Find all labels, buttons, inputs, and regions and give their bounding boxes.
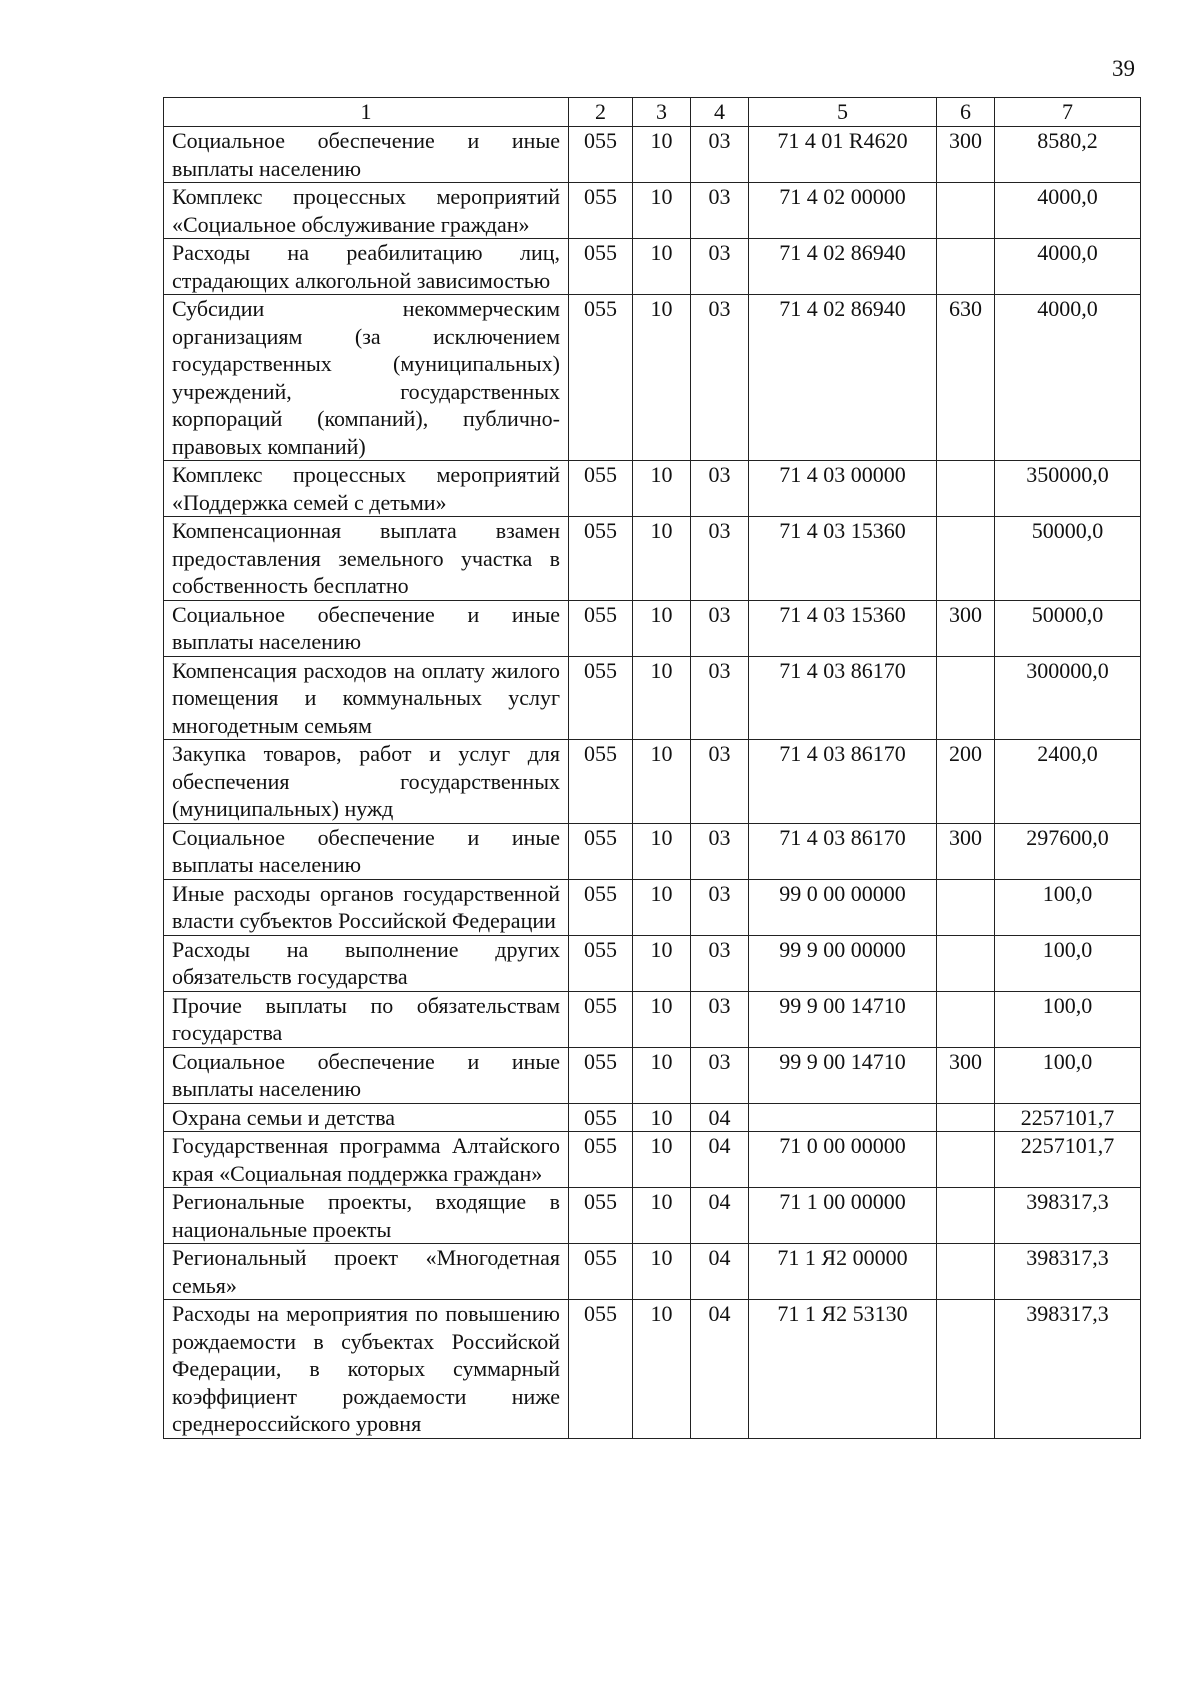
amount-cell: 398317,3 (995, 1244, 1141, 1300)
target-article-cell: 99 9 00 14710 (749, 991, 937, 1047)
target-article-cell (749, 1103, 937, 1132)
expense-name-cell: Компенсация расходов на оплату жилого помещения и коммунальных услуг многодетным семьям (164, 656, 569, 740)
ministry-code-cell: 055 (569, 1132, 633, 1188)
amount-cell: 4000,0 (995, 183, 1141, 239)
subsection-code-cell: 03 (691, 183, 749, 239)
header-cell: 5 (749, 98, 937, 127)
subsection-code-cell: 03 (691, 517, 749, 601)
target-article-cell: 99 9 00 14710 (749, 1047, 937, 1103)
amount-cell: 2400,0 (995, 740, 1141, 824)
expense-type-cell (937, 1103, 995, 1132)
section-code-cell: 10 (633, 239, 691, 295)
subsection-code-cell: 03 (691, 879, 749, 935)
section-code-cell: 10 (633, 740, 691, 824)
ministry-code-cell: 055 (569, 461, 633, 517)
amount-cell: 100,0 (995, 935, 1141, 991)
expense-name-cell: Комплекс процессных мероприятий «Поддержка семей с детьми» (164, 461, 569, 517)
expense-name-cell: Охрана семьи и детства (164, 1103, 569, 1132)
table-row (164, 239, 1141, 295)
target-article-cell: 99 9 00 00000 (749, 935, 937, 991)
expense-name-cell: Закупка товаров, работ и услуг для обеспечения государственных (муниципальных) нужд (164, 740, 569, 824)
target-article-cell: 71 1 00 00000 (749, 1188, 937, 1244)
header-cell: 4 (691, 98, 749, 127)
section-code-cell: 10 (633, 295, 691, 461)
header-cell: 3 (633, 98, 691, 127)
ministry-code-cell: 055 (569, 823, 633, 879)
amount-cell: 8580,2 (995, 127, 1141, 183)
table-row (164, 991, 1141, 1047)
subsection-code-cell: 03 (691, 991, 749, 1047)
section-code-cell: 10 (633, 823, 691, 879)
section-code-cell: 10 (633, 600, 691, 656)
header-row (164, 98, 1141, 127)
ministry-code-cell: 055 (569, 239, 633, 295)
table-row (164, 1047, 1141, 1103)
amount-cell: 2257101,7 (995, 1103, 1141, 1132)
ministry-code-cell: 055 (569, 1188, 633, 1244)
expense-name-cell: Иные расходы органов государственной власти субъектов Российской Федерации (164, 879, 569, 935)
table-row (164, 127, 1141, 183)
table-row (164, 295, 1141, 461)
section-code-cell: 10 (633, 517, 691, 601)
amount-cell: 398317,3 (995, 1300, 1141, 1439)
header-cell: 7 (995, 98, 1141, 127)
expense-name-cell: Региональный проект «Многодетная семья» (164, 1244, 569, 1300)
subsection-code-cell: 03 (691, 461, 749, 517)
subsection-code-cell: 03 (691, 935, 749, 991)
ministry-code-cell: 055 (569, 656, 633, 740)
amount-cell: 398317,3 (995, 1188, 1141, 1244)
table-row (164, 517, 1141, 601)
amount-cell: 4000,0 (995, 295, 1141, 461)
expense-name-cell: Государственная программа Алтайского края «Социальная поддержка граждан» (164, 1132, 569, 1188)
expense-name-cell: Социальное обеспечение и иные выплаты населению (164, 823, 569, 879)
expense-type-cell: 200 (937, 740, 995, 824)
expense-name-cell: Расходы на реабилитацию лиц, страдающих алкогольной зависимостью (164, 239, 569, 295)
subsection-code-cell: 03 (691, 656, 749, 740)
subsection-code-cell: 04 (691, 1103, 749, 1132)
subsection-code-cell: 04 (691, 1300, 749, 1439)
expense-type-cell: 300 (937, 823, 995, 879)
target-article-cell: 71 0 00 00000 (749, 1132, 937, 1188)
section-code-cell: 10 (633, 1132, 691, 1188)
expense-type-cell: 300 (937, 127, 995, 183)
table-row (164, 656, 1141, 740)
expense-name-cell: Региональные проекты, входящие в национальные проекты (164, 1188, 569, 1244)
table-row (164, 1103, 1141, 1132)
expense-type-cell (937, 879, 995, 935)
ministry-code-cell: 055 (569, 879, 633, 935)
expense-type-cell (937, 1300, 995, 1439)
subsection-code-cell: 04 (691, 1244, 749, 1300)
section-code-cell: 10 (633, 935, 691, 991)
amount-cell: 100,0 (995, 1047, 1141, 1103)
target-article-cell: 99 0 00 00000 (749, 879, 937, 935)
header-cell: 2 (569, 98, 633, 127)
table-row (164, 461, 1141, 517)
expense-type-cell (937, 183, 995, 239)
target-article-cell: 71 4 03 15360 (749, 600, 937, 656)
expense-type-cell (937, 935, 995, 991)
ministry-code-cell: 055 (569, 1300, 633, 1439)
section-code-cell: 10 (633, 1047, 691, 1103)
budget-table (163, 97, 1141, 1439)
header-cell: 1 (164, 98, 569, 127)
section-code-cell: 10 (633, 1103, 691, 1132)
page-number: 39 (1112, 56, 1135, 81)
section-code-cell: 10 (633, 1300, 691, 1439)
amount-cell: 2257101,7 (995, 1132, 1141, 1188)
expense-name-cell: Компенсационная выплата взамен предоставления земельного участка в собственность бесплатно (164, 517, 569, 601)
amount-cell: 4000,0 (995, 239, 1141, 295)
table-row (164, 1300, 1141, 1439)
expense-name-cell: Социальное обеспечение и иные выплаты населению (164, 127, 569, 183)
ministry-code-cell: 055 (569, 600, 633, 656)
expense-type-cell (937, 1244, 995, 1300)
subsection-code-cell: 04 (691, 1188, 749, 1244)
ministry-code-cell: 055 (569, 127, 633, 183)
subsection-code-cell: 03 (691, 239, 749, 295)
target-article-cell: 71 4 02 86940 (749, 295, 937, 461)
table-row (164, 1132, 1141, 1188)
expense-name-cell: Прочие выплаты по обязательствам государства (164, 991, 569, 1047)
expense-type-cell: 300 (937, 600, 995, 656)
header-cell: 6 (937, 98, 995, 127)
ministry-code-cell: 055 (569, 1103, 633, 1132)
target-article-cell: 71 1 Я2 53130 (749, 1300, 937, 1439)
expense-type-cell (937, 991, 995, 1047)
subsection-code-cell: 03 (691, 1047, 749, 1103)
expense-name-cell: Социальное обеспечение и иные выплаты населению (164, 600, 569, 656)
section-code-cell: 10 (633, 461, 691, 517)
ministry-code-cell: 055 (569, 295, 633, 461)
section-code-cell: 10 (633, 1244, 691, 1300)
table-row (164, 740, 1141, 824)
table-row (164, 183, 1141, 239)
target-article-cell: 71 4 03 86170 (749, 740, 937, 824)
subsection-code-cell: 03 (691, 295, 749, 461)
target-article-cell: 71 4 02 86940 (749, 239, 937, 295)
section-code-cell: 10 (633, 656, 691, 740)
expense-name-cell: Субсидии некоммерческим организациям (за исключением государственных (муниципальных) учреждений, государственных корпораций (компаний), публично-правовых компаний) (164, 295, 569, 461)
expense-type-cell: 300 (937, 1047, 995, 1103)
ministry-code-cell: 055 (569, 991, 633, 1047)
ministry-code-cell: 055 (569, 517, 633, 601)
subsection-code-cell: 03 (691, 823, 749, 879)
expense-name-cell: Расходы на мероприятия по повышению рождаемости в субъектах Российской Федерации, в которых суммарный коэффициент рождаемости ниже среднероссийского уровня (164, 1300, 569, 1439)
table-body (164, 127, 1141, 1439)
expense-type-cell (937, 461, 995, 517)
subsection-code-cell: 03 (691, 127, 749, 183)
amount-cell: 300000,0 (995, 656, 1141, 740)
amount-cell: 50000,0 (995, 600, 1141, 656)
expense-name-cell: Комплекс процессных мероприятий «Социальное обслуживание граждан» (164, 183, 569, 239)
amount-cell: 50000,0 (995, 517, 1141, 601)
subsection-code-cell: 03 (691, 600, 749, 656)
amount-cell: 297600,0 (995, 823, 1141, 879)
target-article-cell: 71 4 01 R4620 (749, 127, 937, 183)
table-row (164, 1244, 1141, 1300)
section-code-cell: 10 (633, 127, 691, 183)
target-article-cell: 71 4 02 00000 (749, 183, 937, 239)
table-row (164, 935, 1141, 991)
expense-type-cell (937, 1132, 995, 1188)
table-row (164, 823, 1141, 879)
target-article-cell: 71 4 03 86170 (749, 823, 937, 879)
ministry-code-cell: 055 (569, 1244, 633, 1300)
ministry-code-cell: 055 (569, 1047, 633, 1103)
table-row (164, 1188, 1141, 1244)
target-article-cell: 71 4 03 15360 (749, 517, 937, 601)
ministry-code-cell: 055 (569, 935, 633, 991)
target-article-cell: 71 4 03 86170 (749, 656, 937, 740)
section-code-cell: 10 (633, 991, 691, 1047)
table-row (164, 600, 1141, 656)
amount-cell: 100,0 (995, 991, 1141, 1047)
expense-name-cell: Расходы на выполнение других обязательств государства (164, 935, 569, 991)
expense-type-cell: 630 (937, 295, 995, 461)
target-article-cell: 71 4 03 00000 (749, 461, 937, 517)
ministry-code-cell: 055 (569, 183, 633, 239)
amount-cell: 350000,0 (995, 461, 1141, 517)
section-code-cell: 10 (633, 1188, 691, 1244)
table-row (164, 879, 1141, 935)
section-code-cell: 10 (633, 183, 691, 239)
expense-type-cell (937, 517, 995, 601)
expense-type-cell (937, 656, 995, 740)
expense-type-cell (937, 1188, 995, 1244)
expense-type-cell (937, 239, 995, 295)
ministry-code-cell: 055 (569, 740, 633, 824)
amount-cell: 100,0 (995, 879, 1141, 935)
subsection-code-cell: 03 (691, 740, 749, 824)
section-code-cell: 10 (633, 879, 691, 935)
subsection-code-cell: 04 (691, 1132, 749, 1188)
expense-name-cell: Социальное обеспечение и иные выплаты населению (164, 1047, 569, 1103)
target-article-cell: 71 1 Я2 00000 (749, 1244, 937, 1300)
